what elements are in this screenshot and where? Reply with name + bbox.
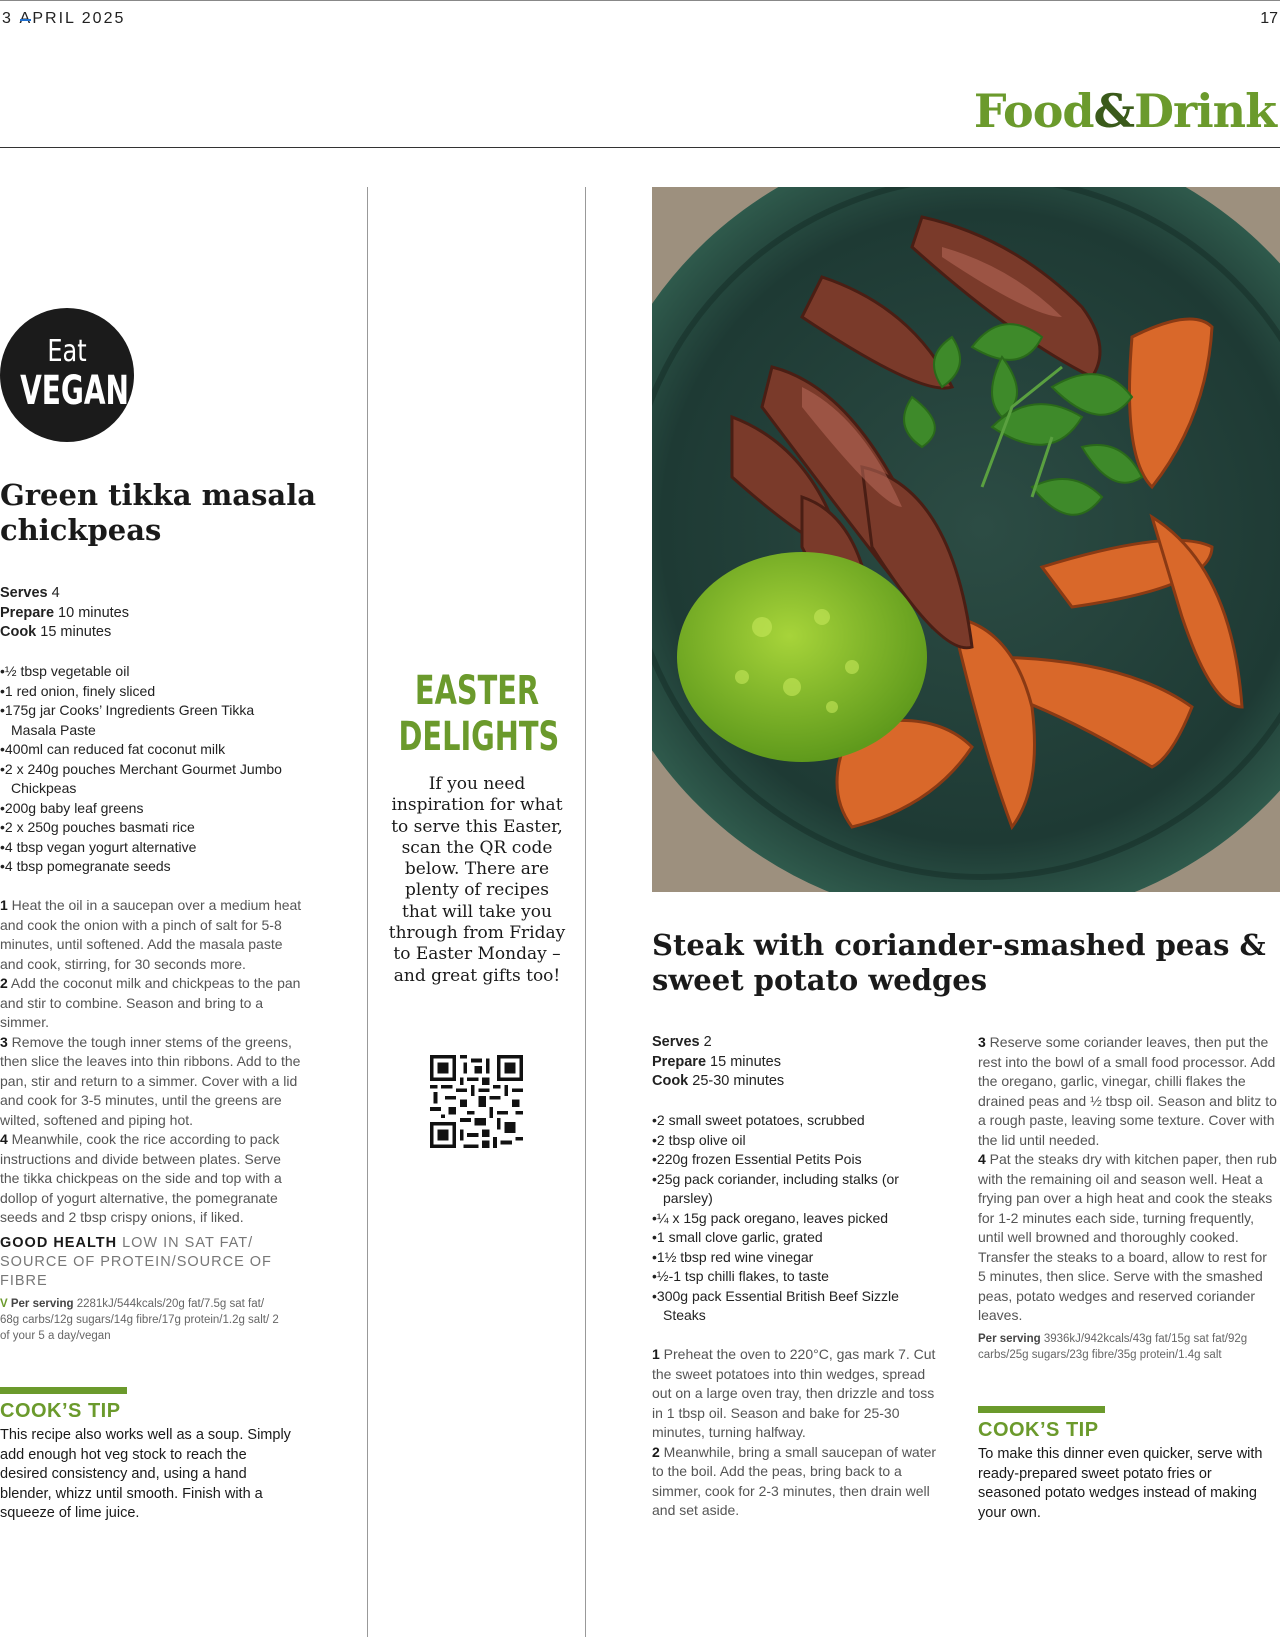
meta-cook: Cook 15 minutes (0, 624, 112, 640)
cooks-tip-text: This recipe also works well as a soup. Simply add enough hot veg stock to reach the desired consistency and, using a hand blender, whizz until smooth. Finish with a squeeze of lime juice. (0, 1427, 291, 1521)
cooks-tip-title: COOK’S TIP (0, 1400, 121, 1422)
cooks-tip-text: To make this dinner even quicker, serve with ready-prepared sweet potato fries or seasoned potato wedges instead of making your own. (978, 1446, 1263, 1521)
method-step: 3 Reserve some coriander leaves, then put the rest into the bowl of a small food processor. Add the oregano, garlic, vinegar, chilli flakes the drained peas and ½ tbsp oil. Season and blitz to a rough paste, leaving some texture. Cover with the lid until needed. (978, 1034, 1277, 1148)
meta-prepare: Prepare 10 minutes (0, 604, 129, 621)
ingredient-item: • 220g frozen Essential Petits Pois (652, 1150, 932, 1170)
ingredient-item: • 1½ tbsp red wine vinegar (652, 1248, 932, 1268)
meta-prepare: Prepare 15 minutes (652, 1053, 781, 1070)
easter-heading: EASTER DELIGHTS (398, 668, 560, 760)
section-brand: Food&Drink (973, 84, 1276, 138)
method-step: 4 Meanwhile, cook the rice according to pack instructions and divide between plates. Serve the tikka chickpeas on the side and top with a dollop of yogurt alternative, the pomegranate seeds and 2 tbsp crispy onions, if liked. (0, 1131, 282, 1225)
recipe-meta (0, 584, 340, 643)
ingredient-item: • 1 small clove garlic, grated (652, 1228, 932, 1248)
tip-accent-bar (978, 1406, 1105, 1413)
ingredient-item: • 300g pack Essential British Beef Sizzle Steaks (652, 1287, 932, 1326)
issue-date: 3 PRIL 2025 (2, 10, 126, 27)
nutrition-info: Per serving 3936kJ/942kcals/43g fat/15g sat fat/92g carbs/25g sugars/23g fibre/35g protein/1.4g salt (978, 1333, 1248, 1361)
meta-serves: Serves 4 (0, 585, 60, 601)
method-steps (0, 896, 302, 1228)
method-step: 3 Remove the tough inner stems of the greens, then slice the leaves into thin ribbons. Add to the pan, stir and return to a simmer. Cover with a lid and cook for 3-5 minutes, until the greens are wilted, softened and piping hot. (0, 1033, 301, 1128)
ingredient-item: • 4 tbsp vegan yogurt alternative (0, 838, 300, 858)
triangle-a-icon (19, 10, 32, 28)
recipe-meta (652, 1033, 952, 1092)
meta-serves: Serves 2 (652, 1034, 712, 1050)
easter-text: If you need inspiration for what to serve this Easter, scan the QR code below. There are plenty of recipes that will take you through from Friday to Easter Monday – and great gifts too! (388, 774, 566, 986)
ingredient-item: • 25g pack coriander, including stalks (or parsley) (652, 1170, 932, 1209)
method-step: 1 Preheat the oven to 220°C, gas mark 7. Cut the sweet potatoes into thin wedges, spread out on a large oven tray, then drizzle and toss in 1 tbsp oil. Season and bake for 25-30 minutes, turning halfway. (652, 1346, 936, 1440)
top-rule (0, 0, 1280, 41)
ingredient-item: • ¼ x 15g pack oregano, leaves picked (652, 1209, 932, 1229)
method-step: 2 Meanwhile, bring a small saucepan of water to the boil. Add the peas, bring back to a simmer, cook for 2-3 minutes, then drain well and set aside. (652, 1443, 937, 1518)
good-health-note: GOOD HEALTH LOW IN SAT FAT/ SOURCE OF PROTEIN/SOURCE OF FIBRE (0, 1235, 272, 1289)
method-step: 1 Heat the oil in a saucepan over a medium heat and cook the onion with a pinch of salt for 5-8 minutes, until softened. Add the masala paste and cook, stirring, for 30 seconds more. (0, 897, 302, 972)
page-number: 17 (1260, 10, 1278, 27)
tip-accent-bar (0, 1387, 127, 1394)
column-divider (585, 187, 586, 1637)
method-step: 4 Pat the steaks dry with kitchen paper, then rub with the remaining oil and season well. Heat a frying pan over a high heat and cook the steaks for 1-2 minutes each side, turning frequently, until well browned and thoroughly cooked. Transfer the steaks to a board, allow to rest for 5 minutes, then slice. Serve with the smashed peas, potato wedges and reserved coriander leaves. (978, 1151, 1277, 1323)
method-step: 2 Add the coconut milk and chickpeas to the pan and stir to combine. Season and bring to a simmer. (0, 975, 301, 1030)
recipe-title: Green tikka masala chickpeas (0, 478, 317, 547)
ingredient-item: • ½ tbsp vegetable oil (0, 662, 300, 682)
ingredient-list (652, 1111, 932, 1326)
ingredient-item: • 1 red onion, finely sliced (0, 682, 300, 702)
method-steps-continued (978, 1033, 1278, 1326)
method-steps (652, 1345, 940, 1521)
ingredient-item: • 4 tbsp pomegranate seeds (0, 857, 300, 877)
vegan-v-icon: V (0, 1298, 8, 1310)
header-rule (0, 147, 1280, 148)
cooks-tip-title: COOK’S TIP (978, 1419, 1099, 1441)
ingredient-item: • 2 x 250g pouches basmati rice (0, 818, 300, 838)
ingredient-item: • 2 tbsp olive oil (652, 1131, 932, 1151)
ingredient-item: • 2 x 240g pouches Merchant Gourmet Jumbo Chickpeas (0, 760, 300, 799)
ingredient-item: • 175g jar Cooks’ Ingredients Green Tikka Masala Paste (0, 701, 300, 740)
ingredient-item: • ½-1 tsp chilli flakes, to taste (652, 1267, 932, 1287)
recipe-title: Steak with coriander-smashed peas & sweet potato wedges (652, 928, 1266, 997)
qr-code[interactable] (430, 1055, 523, 1148)
nutrition-info: V Per serving 2281kJ/544kcals/20g fat/7.5g sat fat/ 68g carbs/12g sugars/14g fibre/17g protein/1.2g salt/ 2 of your 5 a day/vegan (0, 1298, 279, 1342)
ingredient-item: • 200g baby leaf greens (0, 799, 300, 819)
meta-cook: Cook 25-30 minutes (652, 1073, 785, 1089)
ingredient-item: • 2 small sweet potatoes, scrubbed (652, 1111, 932, 1131)
eat-vegan-badge: Eat VEGAN (0, 308, 134, 442)
ingredient-item: • 400ml can reduced fat coconut milk (0, 740, 300, 760)
ingredient-list (0, 662, 300, 877)
steak-dish-photo (652, 187, 1280, 892)
column-divider (367, 187, 368, 1637)
